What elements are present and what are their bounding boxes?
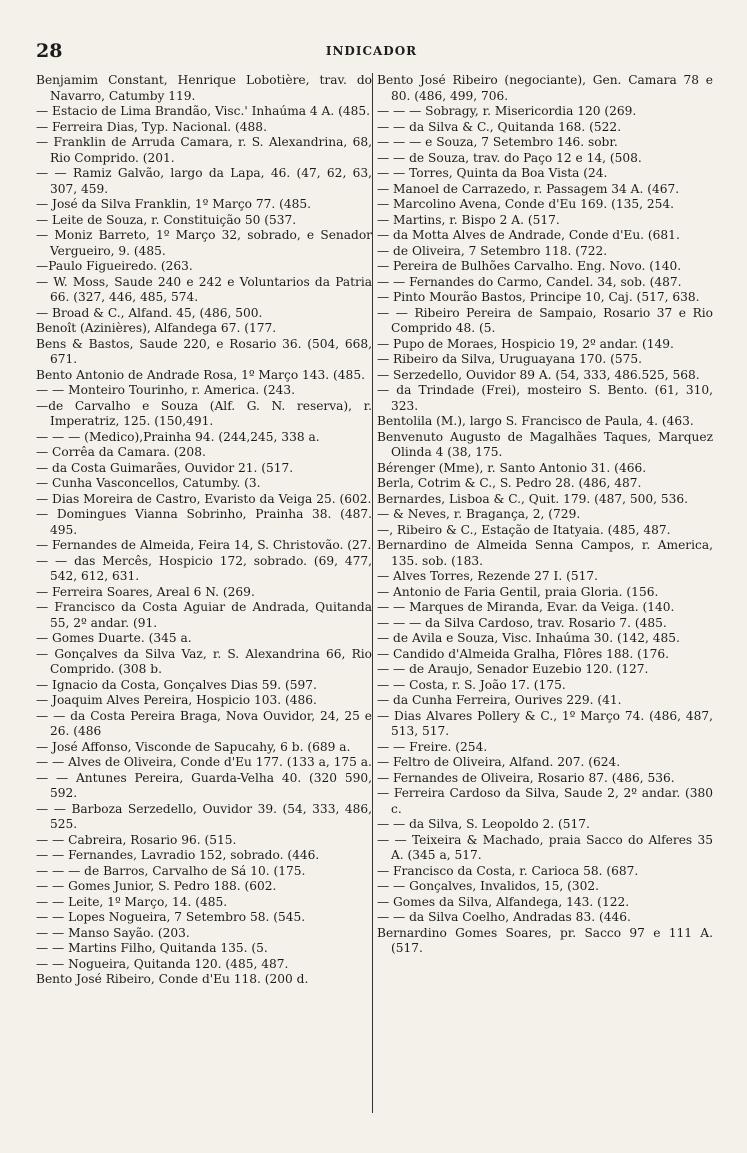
directory-entry: — de Oliveira, 7 Setembro 118. (722. [377, 243, 608, 258]
directory-entry: — Manoel de Carrazedo, r. Passagem 34 A. (467. [377, 181, 680, 196]
directory-entry: Bentolila (M.), largo S. Francisco de Paula, 4. (463. [377, 414, 694, 428]
directory-entry: — Pereira de Bulhões Carvalho. Eng. Novo. (140. [377, 259, 682, 273]
directory-entry: — Franklin de Arruda Camara, r. S. Alexandrina, 68, Rio Comprido. (201. [36, 135, 372, 165]
directory-entry: — — — da Silva Cardoso, trav. Rosario 7. (485. [377, 615, 667, 630]
directory-entry: — Moniz Barreto, 1º Março 32, sobrado, e Senador Vergueiro, 9. (485. [36, 228, 372, 258]
directory-entry: — — Alves de Oliveira, Conde d'Eu 177. (133 a, 175 a. [36, 755, 372, 769]
directory-entry: — Gomes da Silva, Alfandega, 143. (122. [377, 894, 630, 909]
directory-entry: — Pinto Mourão Bastos, Principe 10, Caj. (517, 638. [377, 290, 700, 304]
directory-entry: — — das Mercês, Hospicio 172, sobrado. (69, 477, 542, 612, 631. [36, 553, 372, 583]
running-title: INDICADOR [325, 44, 418, 58]
left-column [36, 73, 372, 988]
directory-entry: — Francisco da Costa Aguiar de Andrada, Quitanda 55, 2º andar. (91. [36, 600, 372, 630]
directory-entry: — Cunha Vasconcellos, Catumby. (3. [36, 476, 261, 490]
directory-entry: — — Barboza Serzedello, Ouvidor 39. (54, 333, 486, 525. [36, 801, 372, 831]
directory-entry: — Gonçalves da Silva Vaz, r. S. Alexandrina 66, Rio Comprido. (308 b. [36, 646, 372, 676]
directory-entry: — — Antunes Pereira, Guarda-Velha 40. (320 590, 592. [36, 770, 372, 800]
directory-entry: — — Monteiro Tourinho, r. America. (243. [36, 383, 295, 397]
directory-entry: — — Freire. (254. [377, 739, 488, 754]
directory-entry: — Fernandes de Oliveira, Rosario 87. (486, 536. [377, 770, 675, 785]
directory-entry: — W. Moss, Saude 240 e 242 e Voluntarios da Patria 66. (327, 446, 485, 574. [36, 274, 372, 304]
directory-entry: — — Leite, 1º Março, 14. (485. [36, 894, 228, 909]
directory-entry: — Ferreira Soares, Areal 6 N. (269. [36, 584, 255, 599]
directory-entry: — — da Silva, S. Leopoldo 2. (517. [377, 817, 590, 831]
directory-entry: — — Ramiz Galvão, largo da Lapa, 46. (47, 62, 63, 307, 459. [36, 166, 372, 196]
directory-columns [36, 73, 718, 1133]
directory-entry: Benoît (Azinières), Alfandega 67. (177. [36, 321, 277, 335]
directory-entry: — Ribeiro da Silva, Uruguayana 170. (575. [377, 352, 642, 366]
directory-entry: — Alves Torres, Rezende 27 I. (517. [377, 569, 598, 583]
directory-entry: — Corrêa da Camara. (208. [36, 445, 206, 459]
directory-entry: — — da Costa Pereira Braga, Nova Ouvidor, 24, 25 e 26. (486 [36, 708, 372, 738]
directory-entry: — — Lopes Nogueira, 7 Setembro 58. (545. [36, 910, 306, 924]
directory-entry: — Martins, r. Bispo 2 A. (517. [377, 212, 560, 227]
directory-entry: — Domingues Vianna Sobrinho, Prainha 38. (487. 495. [36, 507, 372, 537]
directory-entry: — — de Araujo, Senador Euzebio 120. (127. [377, 662, 649, 676]
directory-entry: — Ferreira Dias, Typ. Nacional. (488. [36, 119, 267, 134]
directory-entry: — & Neves, r. Bragança, 2, (729. [377, 507, 581, 521]
directory-entry: — da Costa Guimarães, Ouvidor 21. (517. [36, 460, 294, 475]
directory-entry: — — Nogueira, Quitanda 120. (485, 487. [36, 956, 289, 971]
directory-entry: — Joaquim Alves Pereira, Hospicio 103. (486. [36, 693, 317, 707]
directory-entry: Benvenuto Augusto de Magalhães Taques, Marquez Olinda 4 (38, 175. [377, 429, 713, 459]
directory-entry: — Antonio de Faria Gentil, praia Gloria. (156. [377, 584, 659, 599]
directory-entry: — Serzedello, Ouvidor 89 A. (54, 333, 486.525, 568. [377, 367, 700, 382]
directory-entry: — Pupo de Moraes, Hospicio 19, 2º andar. (149. [377, 336, 674, 351]
directory-entry: — — da Silva Coelho, Andradas 83. (446. [377, 910, 631, 924]
right-column [377, 73, 713, 957]
directory-entry: — — de Souza, trav. do Paço 12 e 14, (508. [377, 150, 642, 165]
directory-entry: —de Carvalho e Souza (Alf. G. N. reserva), r. Imperatriz, 125. (150,491. [36, 398, 372, 428]
directory-entry: — da Trindade (Frei), mosteiro S. Bento. (61, 310, 323. [377, 383, 713, 413]
directory-entry: — — Martins Filho, Quitanda 135. (5. [36, 941, 268, 955]
directory-entry: — da Cunha Ferreira, Ourives 229. (41. [377, 693, 622, 707]
directory-entry: Bernardino de Almeida Senna Campos, r. America, 135. sob. (183. [377, 538, 713, 568]
directory-entry: — — Gonçalves, Invalidos, 15, (302. [377, 879, 600, 893]
directory-entry: Berla, Cotrim & C., S. Pedro 28. (486, 487. [377, 476, 642, 490]
directory-entry: — Gomes Duarte. (345 a. [36, 631, 192, 645]
directory-entry: — — — (Medico),Prainha 94. (244,245, 338 a. [36, 429, 320, 444]
directory-entry: — — — e Souza, 7 Setembro 146. sobr. [377, 135, 618, 149]
page-header [36, 40, 707, 64]
directory-entry: — — Gomes Junior, S. Pedro 188. (602. [36, 879, 277, 893]
directory-entry: Bento José Ribeiro (negociante), Gen. Camara 78 e 80. (486, 499, 706. [377, 73, 713, 103]
directory-entry: — — Manso Sayão. (203. [36, 925, 190, 940]
directory-entry: —, Ribeiro & C., Estação de Itatyaia. (485, 487. [377, 522, 671, 537]
directory-entry: Benjamim Constant, Henrique Lobotière, trav. do Navarro, Catumby 119. [36, 73, 372, 103]
directory-entry: — — Marques de Miranda, Evar. da Veiga. (140. [377, 600, 675, 614]
directory-entry: — Fernandes de Almeida, Feira 14, S. Christovão. (27. [36, 538, 372, 552]
directory-entry: — Dias Moreira de Castro, Evaristo da Veiga 25. (602. [36, 491, 372, 506]
directory-entry: — — — de Barros, Carvalho de Sá 10. (175. [36, 863, 306, 878]
directory-entry: — José Affonso, Visconde de Sapucahy, 6 b. (689 a. [36, 739, 351, 754]
directory-entry: Bento Antonio de Andrade Rosa, 1º Março 143. (485. [36, 367, 365, 382]
directory-entry: — — Fernandes do Carmo, Candel. 34, sob. (487. [377, 274, 682, 289]
directory-entry: — — Costa, r. S. João 17. (175. [377, 677, 566, 692]
directory-entry: — Feltro de Oliveira, Alfand. 207. (624. [377, 755, 621, 769]
directory-entry: — — da Silva & C., Quitanda 168. (522. [377, 119, 622, 134]
directory-entry: Bernardino Gomes Soares, pr. Sacco 97 e 111 A. (517. [377, 925, 713, 955]
directory-entry: —Paulo Figueiredo. (263. [36, 259, 193, 273]
directory-entry: — — — Sobragy, r. Misericordia 120 (269. [377, 104, 637, 118]
directory-entry: — da Motta Alves de Andrade, Conde d'Eu. (681. [377, 228, 680, 242]
page-number: 28 [36, 40, 63, 62]
directory-entry: — de Avila e Souza, Visc. Inhaúma 30. (142, 485. [377, 631, 680, 645]
directory-entry: — Francisco da Costa, r. Carioca 58. (687. [377, 863, 639, 878]
directory-entry: — Ferreira Cardoso da Silva, Saude 2, 2º andar. (380 c. [377, 786, 713, 816]
directory-entry: Bérenger (Mme), r. Santo Antonio 31. (466. [377, 460, 647, 475]
directory-entry: — Broad & C., Alfand. 45, (486, 500. [36, 305, 263, 320]
directory-entry: — — Torres, Quinta da Boa Vista (24. [377, 166, 608, 180]
column-divider [372, 73, 373, 1113]
directory-entry: Bernardes, Lisboa & C., Quit. 179. (487, 500, 536. [377, 491, 689, 506]
directory-entry: Bens & Bastos, Saude 220, e Rosario 36. (504, 668, 671. [36, 336, 372, 366]
directory-entry: — José da Silva Franklin, 1º Março 77. (485. [36, 197, 312, 211]
directory-entry: — — Ribeiro Pereira de Sampaio, Rosario 37 e Rio Comprido 48. (5. [377, 305, 713, 335]
directory-entry: — — Fernandes, Lavradio 152, sobrado. (446. [36, 848, 320, 862]
directory-entry: — Estacio de Lima Brandão, Visc.' Inhaúma 4 A. (485. [36, 104, 370, 118]
directory-entry: — — Teixeira & Machado, praia Sacco do Alferes 35 A. (345 a, 517. [377, 832, 713, 862]
directory-entry: — Candido d'Almeida Gralha, Flôres 188. (176. [377, 646, 670, 661]
directory-entry: — Leite de Souza, r. Constituição 50 (537. [36, 212, 297, 227]
directory-entry: — — Cabreira, Rosario 96. (515. [36, 832, 237, 847]
directory-entry: — Marcolino Avena, Conde d'Eu 169. (135, 254. [377, 197, 675, 211]
directory-entry: — Ignacio da Costa, Gonçalves Dias 59. (597. [36, 677, 317, 692]
directory-entry: Bento José Ribeiro, Conde d'Eu 118. (200 d. [36, 972, 309, 986]
directory-entry: — Dias Alvares Pollery & C., 1º Março 74. (486, 487, 513, 517. [377, 708, 713, 738]
